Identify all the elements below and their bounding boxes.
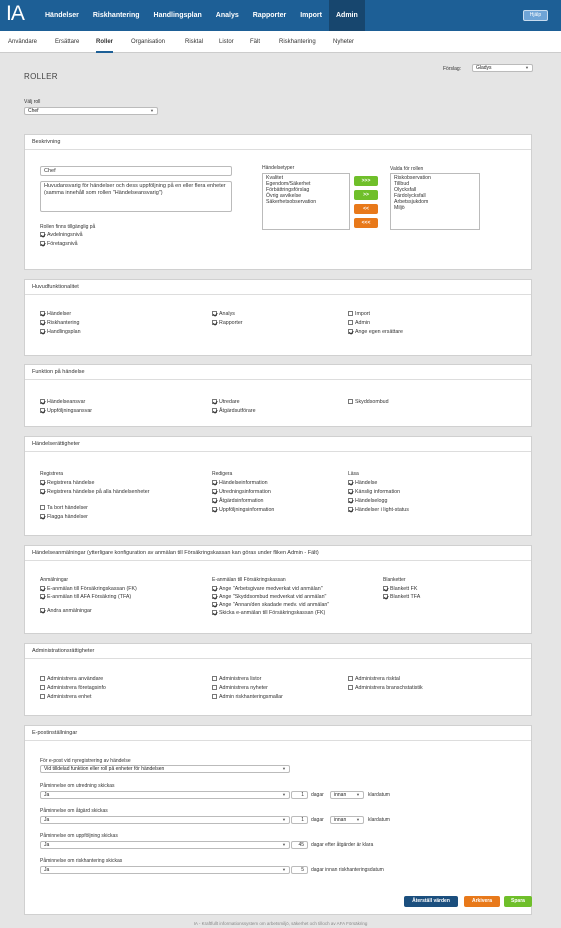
- event-func-checkbox[interactable]: [40, 398, 85, 405]
- tab-risktal[interactable]: Risktal: [185, 39, 204, 45]
- event-right-checkbox[interactable]: [348, 488, 400, 495]
- tab-ersattare[interactable]: Ersättare: [55, 39, 80, 45]
- unit-label: dagar: [311, 817, 324, 823]
- proposal-value: Gladys: [476, 65, 492, 71]
- checkbox-checked[interactable]: [348, 329, 353, 334]
- column-header: Läsa: [348, 471, 359, 477]
- chevron-down-icon: ▼: [150, 108, 154, 113]
- checkbox-checked[interactable]: [212, 320, 217, 325]
- notice-checkbox[interactable]: [383, 585, 417, 592]
- suffix-label: dagar innan riskhanteringsdatum: [311, 867, 384, 873]
- select-value: innan: [334, 817, 347, 823]
- before-after-select[interactable]: [330, 791, 364, 799]
- role-name-input[interactable]: Chef: [40, 166, 232, 176]
- panel-title: Händelseanmälningar (ytterligare konfiguration av anmälan till Försäkringskassan kan göras under fliken Admin - Fält): [25, 546, 531, 561]
- suffix-label: klardatum: [368, 792, 390, 798]
- checkbox-checked[interactable]: [212, 311, 217, 316]
- checkbox-unchecked[interactable]: [348, 676, 353, 681]
- ia-logo[interactable]: IA: [6, 2, 24, 25]
- list-item[interactable]: Riskobservation: [394, 175, 431, 181]
- checkbox-label: Företagsnivå: [47, 240, 78, 247]
- proposal-select[interactable]: [472, 64, 533, 72]
- reminder-select[interactable]: [40, 791, 290, 799]
- tab-nyheter[interactable]: Nyheter: [333, 39, 355, 45]
- chevron-down-icon: ▼: [282, 842, 286, 847]
- reminder-select[interactable]: [40, 816, 290, 824]
- checkbox-label: Registrera händelse: [47, 479, 95, 486]
- checkbox-label: Skicka e-anmälan till Försäkringskassan (FK): [219, 609, 326, 616]
- setting-label: Påminnelse om åtgärd skickas: [40, 808, 108, 814]
- checkbox-label: Avdelningsnivå: [47, 231, 83, 238]
- checkbox-checked[interactable]: [348, 480, 353, 485]
- notice-checkbox[interactable]: [40, 607, 92, 614]
- checkbox-checked[interactable]: [383, 594, 388, 599]
- checkbox-checked[interactable]: [212, 507, 217, 512]
- list-item[interactable]: Arbetssjukdom: [394, 199, 429, 205]
- column-header: Redigera: [212, 471, 233, 477]
- move-right-button[interactable]: >>: [354, 190, 378, 200]
- select-value: Ja: [44, 842, 50, 848]
- checkbox-checked[interactable]: [212, 399, 217, 404]
- checkbox-checked[interactable]: [40, 311, 45, 316]
- chevron-down-icon: ▼: [282, 766, 286, 771]
- checkbox-label: Utredare: [219, 398, 240, 405]
- checkbox-label: Administrera listor: [219, 675, 262, 682]
- checkbox-checked[interactable]: [40, 594, 45, 599]
- nav-admin[interactable]: Admin: [329, 0, 365, 31]
- checkbox-checked[interactable]: [40, 329, 45, 334]
- list-item[interactable]: Säkerhetsobservation: [266, 199, 317, 205]
- checkbox-checked[interactable]: [40, 408, 45, 413]
- panel-title: E-postinställningar: [25, 726, 531, 741]
- panel-title: Administrationsrättigheter: [25, 644, 531, 659]
- admin-right-checkbox[interactable]: [348, 675, 400, 682]
- help-button[interactable]: Hjälp: [523, 10, 548, 21]
- chevron-down-icon: ▼: [282, 817, 286, 822]
- checkbox-label: Blankett FK: [390, 585, 418, 592]
- email-settings-panel: [24, 725, 532, 915]
- checkbox-checked[interactable]: [383, 586, 388, 591]
- select-value: Ja: [44, 792, 50, 798]
- event-right-checkbox[interactable]: [40, 488, 149, 495]
- event-right-checkbox[interactable]: [212, 497, 263, 504]
- setting-label: Påminnelse om uppföljning skickas: [40, 833, 118, 839]
- nav-rapporter[interactable]: Rapporter: [252, 12, 287, 19]
- checkbox-checked[interactable]: [40, 608, 45, 613]
- checkbox-unchecked[interactable]: [40, 505, 45, 510]
- main-func-checkbox[interactable]: [40, 319, 79, 326]
- new-event-email-select[interactable]: [40, 765, 290, 773]
- main-func-checkbox[interactable]: [212, 319, 243, 326]
- panel-title: Beskrivning: [25, 135, 531, 150]
- checkbox-label: Ange egen ersättare: [355, 328, 404, 335]
- setting-label: Påminnelse om riskhantering skickas: [40, 858, 123, 864]
- admin-right-checkbox[interactable]: [212, 684, 268, 691]
- panel-title: Huvudfunktionalitet: [25, 280, 531, 295]
- chevron-down-icon: ▼: [356, 817, 360, 822]
- checkbox-label: Import: [355, 310, 371, 317]
- nav-analys[interactable]: Analys: [215, 12, 239, 19]
- days-input[interactable]: 1: [291, 791, 308, 799]
- admin-right-checkbox[interactable]: [40, 675, 103, 682]
- main-func-checkbox[interactable]: [212, 310, 235, 317]
- checkbox-checked[interactable]: [40, 232, 45, 237]
- checkbox-label: Admin: [355, 319, 371, 326]
- checkbox-checked[interactable]: [212, 594, 217, 599]
- suffix-label: klardatum: [368, 817, 390, 823]
- checkbox-label: Administrera enhet: [47, 693, 92, 700]
- before-after-select[interactable]: [330, 816, 364, 824]
- description-panel: [24, 134, 532, 270]
- setting-label: Påminnelse om utredning skickas: [40, 783, 115, 789]
- checkbox-label: Admin riskhanteringsmallar: [219, 693, 283, 700]
- event-func-checkbox[interactable]: [348, 398, 389, 405]
- checkbox-label: Flagga händelser: [47, 513, 88, 520]
- checkbox-label: Ange "Skyddsombud medverkat vid anmälan": [219, 593, 327, 600]
- checkbox-checked[interactable]: [212, 408, 217, 413]
- main-func-checkbox[interactable]: [40, 310, 71, 317]
- event-right-checkbox[interactable]: [212, 479, 268, 486]
- admin-right-checkbox[interactable]: [212, 693, 283, 700]
- move-all-right-button[interactable]: >>>: [354, 176, 378, 186]
- checkbox-label: Administrera risktal: [355, 675, 401, 682]
- admin-right-checkbox[interactable]: [40, 684, 106, 691]
- unit-label: dagar: [311, 792, 324, 798]
- tab-riskhantering[interactable]: Riskhantering: [279, 39, 316, 45]
- checkbox-label: Åtgärdsutförare: [219, 407, 256, 414]
- event-right-checkbox[interactable]: [40, 479, 94, 486]
- admin-right-checkbox[interactable]: [40, 693, 91, 700]
- column-header: E-anmälan till Försäkringskassan: [212, 577, 286, 583]
- notice-checkbox[interactable]: [212, 601, 329, 608]
- checkbox-checked[interactable]: [40, 241, 45, 246]
- checkbox-label: Handlingsplan: [47, 328, 81, 335]
- panel-title: Funktion på händelse: [25, 365, 531, 380]
- checkbox-label: Blankett TFA: [390, 593, 421, 600]
- list-item[interactable]: Övrig avvikelse: [266, 193, 302, 199]
- checkbox-label: Administrera nyheter: [219, 684, 268, 691]
- setting-label: För e-post vid nyregistrering av händelse: [40, 758, 131, 764]
- chosen-types-list[interactable]: [390, 173, 480, 230]
- main-nav: [38, 0, 365, 31]
- main-func-checkbox[interactable]: [348, 328, 403, 335]
- event-right-checkbox[interactable]: [348, 497, 387, 504]
- checkbox-checked[interactable]: [348, 507, 353, 512]
- checkbox-label: Andra anmälningar: [47, 607, 92, 614]
- checkbox-checked[interactable]: [40, 320, 45, 325]
- checkbox-label: E-anmälan till Försäkringskassan (FK): [47, 585, 137, 592]
- checkbox-label: Händelser: [47, 310, 72, 317]
- save-button[interactable]: Spara: [504, 896, 532, 907]
- nav-import[interactable]: Import: [300, 12, 322, 19]
- event-right-checkbox[interactable]: [40, 513, 88, 520]
- checkbox-label: Riskhantering: [47, 319, 80, 326]
- checkbox-label: Händelse: [355, 479, 378, 486]
- checkbox-unchecked[interactable]: [212, 694, 217, 699]
- admin-right-checkbox[interactable]: [212, 675, 261, 682]
- event-types-label: Händelsetyper: [262, 165, 295, 171]
- tab-anvandare[interactable]: Användare: [8, 39, 38, 45]
- checkbox-label: Ta bort händelser: [47, 504, 88, 511]
- checkbox-label: Analys: [219, 310, 235, 317]
- main-func-checkbox[interactable]: [40, 328, 81, 335]
- checkbox-label: Händelser i light-status: [355, 506, 409, 513]
- event-func-checkbox[interactable]: [212, 398, 240, 405]
- select-value: innan: [334, 792, 347, 798]
- checkbox-label: Händelselogg: [355, 497, 388, 504]
- checkbox-unchecked[interactable]: [348, 311, 353, 316]
- page-title: ROLLER: [24, 72, 58, 81]
- list-item[interactable]: Miljö: [394, 205, 405, 211]
- list-item[interactable]: Egendom/Säkerhet: [266, 181, 311, 187]
- select-value: Ja: [44, 867, 50, 873]
- chevron-down-icon: ▼: [356, 792, 360, 797]
- checkbox-checked[interactable]: [212, 480, 217, 485]
- checkbox-label: Händelseinformation: [219, 479, 268, 486]
- checkbox-checked[interactable]: [212, 602, 217, 607]
- notice-checkbox[interactable]: [383, 593, 420, 600]
- event-right-checkbox[interactable]: [40, 504, 88, 511]
- event-function-panel: [24, 364, 532, 427]
- days-input[interactable]: 45: [291, 841, 308, 849]
- checkbox-label: E-anmälan till AFA Försäkring (TFA): [47, 593, 132, 600]
- event-notices-panel: [24, 545, 532, 634]
- role-select[interactable]: [24, 107, 158, 115]
- days-input[interactable]: 1: [291, 816, 308, 824]
- level-checkbox[interactable]: [40, 231, 83, 238]
- event-right-checkbox[interactable]: [212, 488, 271, 495]
- tab-roller[interactable]: Roller: [96, 31, 113, 53]
- reminder-select[interactable]: [40, 841, 290, 849]
- checkbox-unchecked[interactable]: [212, 685, 217, 690]
- checkbox-checked[interactable]: [40, 489, 45, 494]
- tab-organisation[interactable]: Organisation: [131, 39, 166, 45]
- checkbox-label: Uppföljningsansvar: [47, 407, 93, 414]
- reset-values-button[interactable]: Återställ värden: [404, 896, 458, 907]
- checkbox-label: Administrera branschstatistik: [355, 684, 423, 691]
- chevron-down-icon: ▼: [282, 867, 286, 872]
- notice-checkbox[interactable]: [40, 593, 131, 600]
- checkbox-unchecked[interactable]: [348, 320, 353, 325]
- admin-subnav: [0, 31, 561, 53]
- tab-listor[interactable]: Listor: [219, 39, 234, 45]
- admin-rights-panel: [24, 643, 532, 716]
- column-header: Anmälningar: [40, 577, 69, 583]
- nav-riskhantering[interactable]: Riskhantering: [92, 12, 140, 19]
- top-navigation-bar: [0, 0, 561, 31]
- checkbox-checked[interactable]: [40, 514, 45, 519]
- checkbox-checked[interactable]: [40, 480, 45, 485]
- event-right-checkbox[interactable]: [212, 506, 274, 513]
- event-types-list[interactable]: [262, 173, 350, 230]
- event-func-checkbox[interactable]: [40, 407, 92, 414]
- main-functionality-panel: [24, 279, 532, 356]
- select-value: Ja: [44, 817, 50, 823]
- checkbox-label: Registrera händelse på alla händelsenheter: [47, 488, 150, 495]
- chosen-label: Valda för rollen: [390, 166, 424, 172]
- notice-checkbox[interactable]: [212, 609, 325, 616]
- select-value: Vid tilldelad funktion eller roll på enheter för händelsen: [44, 766, 165, 772]
- role-description-textarea[interactable]: Huvudansvarig för händelser och dess uppföljning på en eller flera enheter (samma innehåll som rollen "Händelseansvarig"): [40, 181, 232, 212]
- checkbox-checked[interactable]: [40, 586, 45, 591]
- list-item[interactable]: Förbättringsförslag: [266, 187, 310, 193]
- list-item[interactable]: Färdolycksfall: [394, 193, 426, 199]
- checkbox-unchecked[interactable]: [40, 694, 45, 699]
- checkbox-unchecked[interactable]: [40, 676, 45, 681]
- event-right-checkbox[interactable]: [348, 506, 409, 513]
- checkbox-label: Skyddsombud: [355, 398, 389, 405]
- list-item[interactable]: Kvalitet: [266, 175, 284, 181]
- checkbox-unchecked[interactable]: [40, 685, 45, 690]
- checkbox-label: Administrera företagsinfo: [47, 684, 106, 691]
- move-all-left-button[interactable]: <<<: [354, 218, 378, 228]
- list-item[interactable]: Olycksfall: [394, 187, 417, 193]
- tab-falt[interactable]: Fält: [250, 39, 261, 45]
- checkbox-unchecked[interactable]: [212, 676, 217, 681]
- panel-title: Händelserättigheter: [25, 437, 531, 452]
- proposal-label: Förslag:: [443, 66, 462, 72]
- chevron-down-icon: ▼: [525, 65, 529, 70]
- checkbox-label: Åtgärdsinformation: [219, 497, 264, 504]
- choose-role-label: Välj roll: [24, 99, 41, 105]
- column-header: Registrera: [40, 471, 64, 477]
- level-checkbox[interactable]: [40, 240, 78, 247]
- nav-handlingsplan[interactable]: Handlingsplan: [153, 12, 202, 19]
- checkbox-checked[interactable]: [212, 610, 217, 615]
- archive-button[interactable]: Arkivera: [464, 896, 500, 907]
- days-input[interactable]: 5: [291, 866, 308, 874]
- checkbox-label: Rapporter: [219, 319, 243, 326]
- checkbox-checked[interactable]: [348, 498, 353, 503]
- column-header: Blanketter: [383, 577, 406, 583]
- checkbox-label: Ange "Annan/den skadade medv. vid anmälan": [219, 601, 330, 608]
- checkbox-label: Administrera användare: [47, 675, 104, 682]
- reminder-select[interactable]: [40, 866, 290, 874]
- checkbox-checked[interactable]: [212, 489, 217, 494]
- notice-checkbox[interactable]: [40, 585, 137, 592]
- chevron-down-icon: ▼: [282, 792, 286, 797]
- checkbox-checked[interactable]: [212, 586, 217, 591]
- main-func-checkbox[interactable]: [348, 319, 370, 326]
- checkbox-label: Ange "Arbetsgivare medverkat vid anmälan": [219, 585, 323, 592]
- event-right-checkbox[interactable]: [348, 479, 377, 486]
- checkbox-label: Uppföljningsinformation: [219, 506, 275, 513]
- checkbox-checked[interactable]: [348, 489, 353, 494]
- list-item[interactable]: Tillbud: [394, 181, 410, 187]
- move-left-button[interactable]: <<: [354, 204, 378, 214]
- event-rights-panel: [24, 436, 532, 536]
- suffix-label: dagar efter åtgärder är klara: [311, 842, 374, 848]
- role-value: Chef: [28, 108, 39, 114]
- event-func-checkbox[interactable]: [212, 407, 256, 414]
- checkbox-label: Känslig information: [355, 488, 401, 495]
- nav-handelser[interactable]: Händelser: [45, 12, 79, 19]
- notice-checkbox[interactable]: [212, 593, 326, 600]
- checkbox-checked[interactable]: [40, 399, 45, 404]
- checkbox-label: Utredningsinformation: [219, 488, 271, 495]
- checkbox-checked[interactable]: [212, 498, 217, 503]
- checkbox-label: Händelseansvar: [47, 398, 86, 405]
- admin-right-checkbox[interactable]: [348, 684, 423, 691]
- footer-text: IA - Kraftfullt informationssystem om arbetsmiljö, säkerhet och tilloch av AFA Försäkring: [193, 921, 368, 926]
- checkbox-unchecked[interactable]: [348, 399, 353, 404]
- level-label: Rollen finns tillgänglig på: [40, 224, 96, 230]
- checkbox-unchecked[interactable]: [348, 685, 353, 690]
- notice-checkbox[interactable]: [212, 585, 323, 592]
- main-func-checkbox[interactable]: [348, 310, 370, 317]
